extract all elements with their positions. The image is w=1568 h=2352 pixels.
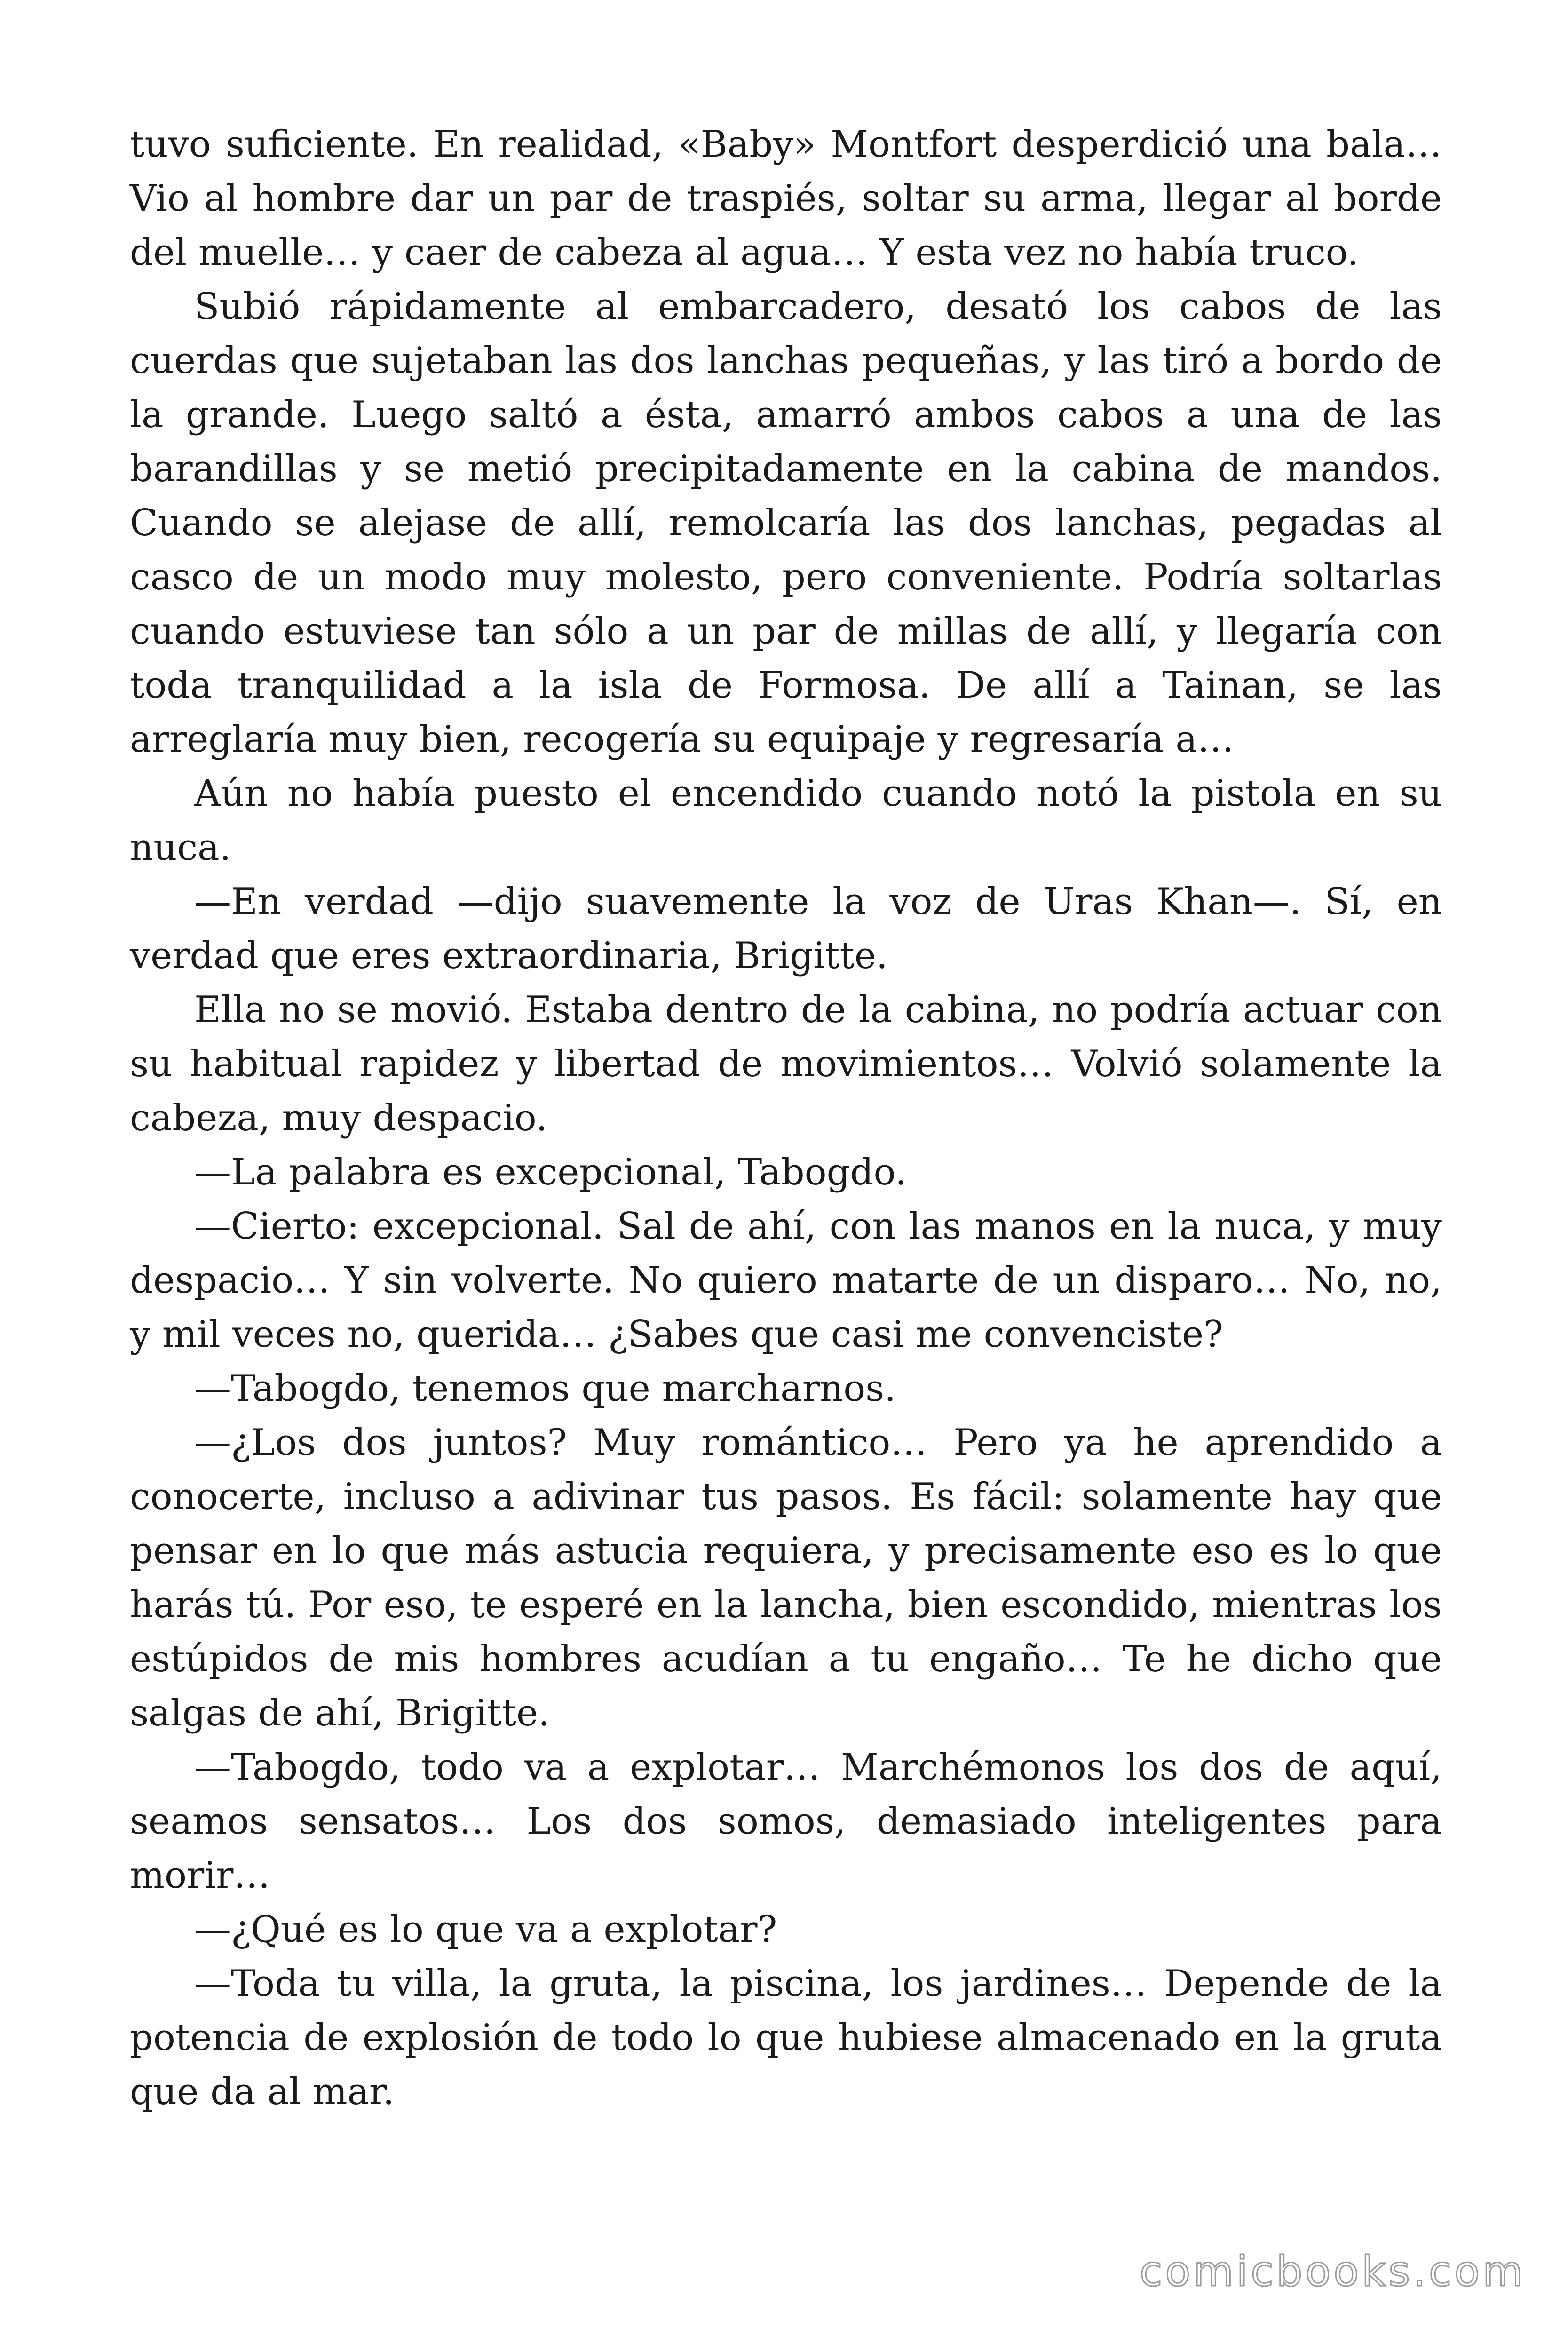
paragraph-3: Aún no había puesto el encendido cuando notó la pistola en su nuca. bbox=[130, 772, 1442, 869]
paragraph-4: —En verdad —dijo suavemente la voz de Uras Khan—. Sí, en verdad que eres extraordinaria, Brigitte. bbox=[130, 881, 1442, 977]
site-watermark: comicbooks.com bbox=[1139, 2247, 1526, 2296]
paragraph-11: —¿Qué es lo que va a explotar? bbox=[194, 1908, 777, 1951]
paragraph-2: Subió rápidamente al embarcadero, desató los cabos de las cuerdas que sujetaban las dos lanchas pequeñas, y las tiró a bordo de la grande. Luego saltó a ésta, amarró ambos cabos a una de las barandillas y se metió precipitadamente en la cabina de mandos. Cuando se alejase de allí, remolcaría las dos lanchas, pegadas al casco de un modo muy molesto, pero conveniente. Podría soltarlas cuando estuviese tan sólo a un par de millas de allí, y llegaría con toda tranquilidad a la isla de Formosa. De allí a Tainan, se las arreglaría muy bien, recogería su equipaje y regresaría a… bbox=[130, 286, 1442, 761]
paragraph-7: —Cierto: excepcional. Sal de ahí, con las manos en la nuca, y muy despacio… Y sin volverte. No quiero matarte de un disparo… No, no, y mil veces no, querida… ¿Sabes que casi me convenciste? bbox=[130, 1205, 1442, 1356]
paragraph-1: tuvo suficiente. En realidad, «Baby» Montfort desperdició una bala… Vio al hombre dar un par de traspiés, soltar su arma, llegar al borde del muelle… y caer de cabeza al agua… Y esta vez no había truco. bbox=[130, 123, 1442, 274]
paragraph-9: —¿Los dos juntos? Muy romántico… Pero ya he aprendido a conocerte, incluso a adivinar tus pasos. Es fácil: solamente hay que pensar en lo que más astucia requiera, y precisamente eso es lo que harás tú. Por eso, te esperé en la lancha, bien escondido, mientras los estúpidos de mis hombres acudían a tu engaño… Te he dicho que salgas de ahí, Brigitte. bbox=[130, 1422, 1442, 1734]
paragraph-5: Ella no se movió. Estaba dentro de la cabina, no podría actuar con su habitual rapidez y libertad de movimientos… Volvió solamente la cabeza, muy despacio. bbox=[130, 989, 1442, 1139]
paragraph-8: —Tabogdo, tenemos que marcharnos. bbox=[194, 1367, 896, 1410]
book-page-text bbox=[130, 118, 1442, 2119]
paragraph-12: —Toda tu villa, la gruta, la piscina, los jardines… Depende de la potencia de explosión de todo lo que hubiese almacenado en la gruta que da al mar. bbox=[130, 1963, 1442, 2113]
paragraph-6: —La palabra es excepcional, Tabogdo. bbox=[194, 1151, 907, 1193]
paragraph-10: —Tabogdo, todo va a explotar… Marchémonos los dos de aquí, seamos sensatos… Los dos somos, demasiado inteligentes para morir… bbox=[130, 1746, 1442, 1897]
